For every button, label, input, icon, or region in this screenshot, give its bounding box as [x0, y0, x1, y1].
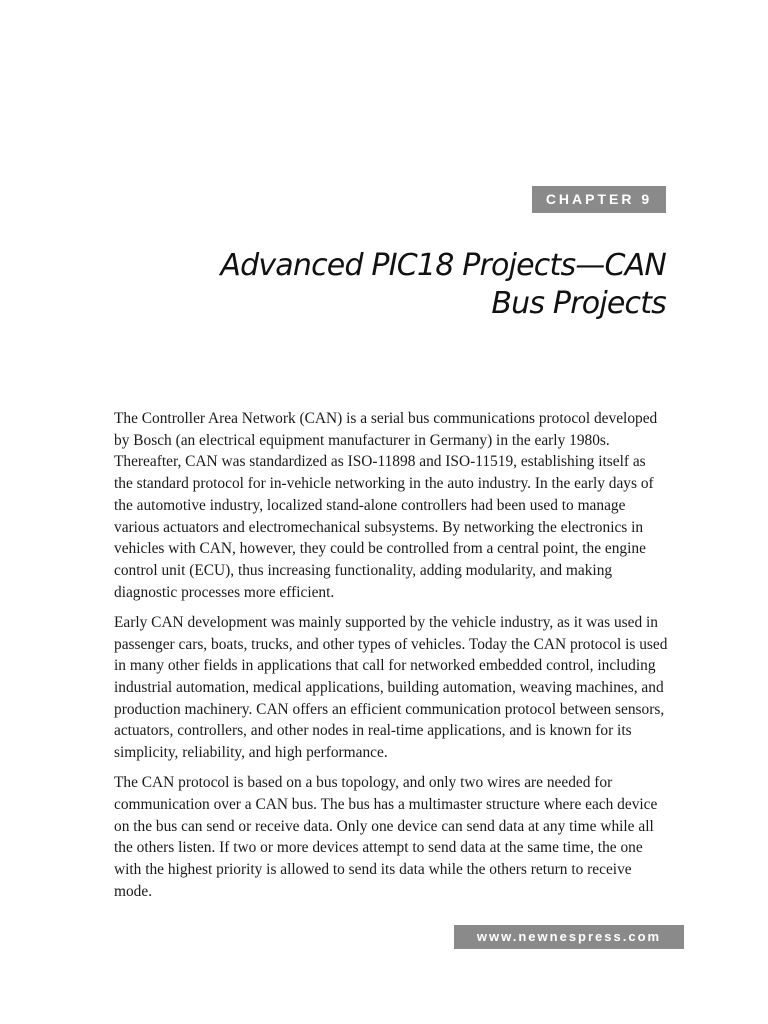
chapter-title-line-1: Advanced PIC18 Projects—CAN	[220, 248, 666, 283]
paragraph: The Controller Area Network (CAN) is a serial bus communications protocol developed by Bosch (an electrical equipment manufacturer in Germany) in the early 1980s. Thereafter, CAN was standardized as ISO-11898 and ISO-11519, establishing itself as the standard protocol for in-vehicle networking in the auto industry. In the early days of the automotive industry, localized stand-alone controllers had been used to manage various actuators and electromechanical subsystems. By networking the electronics in vehicles with CAN, however, they could be controlled from a central point, the engine control unit (ECU), thus increasing functionality, adding modularity, and making diagnostic processes more efficient.	[114, 410, 658, 601]
publisher-url: www.newnespress.com	[454, 925, 684, 949]
body-text	[114, 408, 668, 911]
chapter-title-line-2: Bus Projects	[491, 286, 666, 321]
chapter-title	[150, 247, 666, 323]
paragraph: Early CAN development was mainly supported by the vehicle industry, as it was used in passenger cars, boats, trucks, and other types of vehicles. Today the CAN protocol is used in many other fields in applications that call for networked embedded control, including industrial automation, medical applications, building automation, weaving machines, and production machinery. CAN offers an efficient communication protocol between sensors, actuators, controllers, and other nodes in real-time applications, and is known for its simplicity, reliability, and high performance.	[114, 613, 668, 762]
paragraph: The CAN protocol is based on a bus topology, and only two wires are needed for communication over a CAN bus. The bus has a multimaster structure where each device on the bus can send or receive data. Only one device can send data at any time while all the others listen. If two or more devices attempt to send data at the same time, the one with the highest priority is allowed to send its data while the others return to receive mode.	[114, 774, 658, 900]
chapter-label: CHAPTER 9	[532, 186, 666, 213]
